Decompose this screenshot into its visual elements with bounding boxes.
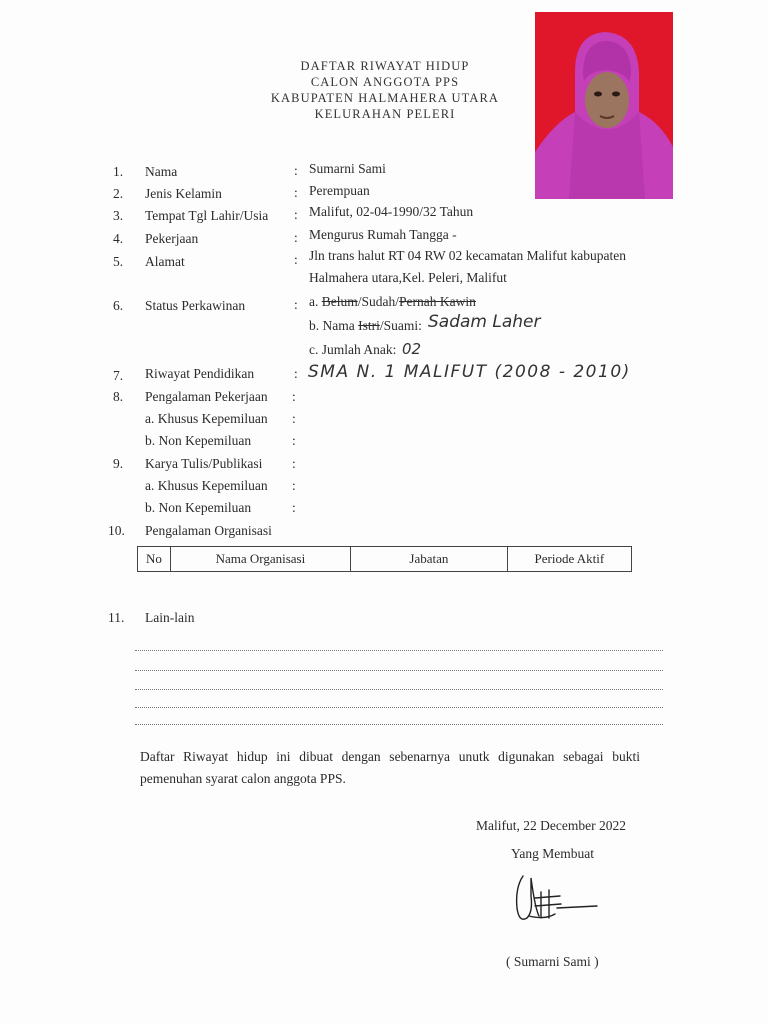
dotted-line [135, 707, 663, 708]
field-label-organisasi: Pengalaman Organisasi [145, 523, 272, 538]
document-header [250, 58, 520, 122]
colon: : [292, 433, 296, 448]
table-header-cell: Nama Organisasi [170, 547, 350, 572]
header-village: KELURAHAN PELERI [314, 107, 456, 121]
colon: : [294, 163, 298, 178]
field-label-lain: Lain-lain [145, 610, 195, 625]
handwritten-spouse-name: Sadam Laher [428, 312, 541, 332]
colon: : [294, 185, 298, 200]
status-option-a: a. Belum/Sudah/Pernah Kawin [309, 294, 476, 309]
dotted-line [135, 650, 663, 651]
statement-paragraph: Daftar Riwayat hidup ini dibuat dengan sebenarnya unutk digunakan sebagai bukti pemenuhan syarat calon anggota PPS. [140, 749, 640, 786]
field-label-pendidikan: Riwayat Pendidikan [145, 366, 255, 381]
person-portrait-icon [535, 12, 673, 199]
place-date: Malifut, 22 December 2022 [476, 818, 626, 833]
colon: : [292, 389, 296, 404]
field-label-pengalaman: Pengalaman Pekerjaan [145, 389, 268, 404]
field-value-alamat-line2: Halmahera utara,Kel. Peleri, Malifut [309, 270, 507, 285]
field-number: 2. [113, 186, 124, 201]
colon: : [294, 230, 298, 245]
dotted-line [135, 724, 663, 725]
field-label-karya: Karya Tulis/Publikasi [145, 456, 263, 471]
colon: : [294, 252, 298, 267]
status-option-b: b. Nama Istri/Suami: [309, 318, 422, 333]
field-value-nama: Sumarni Sami [309, 161, 386, 176]
field-label-pekerjaan: Pekerjaan [145, 231, 199, 246]
field-label-nama: Nama [145, 164, 178, 179]
colon: : [294, 366, 298, 381]
dotted-line [135, 670, 663, 671]
table-header-row [138, 547, 632, 572]
field-sub-khusus: a. Khusus Kepemiluan [145, 411, 268, 426]
field-label-status: Status Perkawinan [145, 298, 246, 313]
colon: : [292, 500, 296, 515]
colon: : [294, 297, 298, 312]
field-value-ttl: Malifut, 02-04-1990/32 Tahun [309, 204, 474, 219]
handwritten-children-count: 02 [402, 340, 422, 358]
field-number: 11. [108, 610, 125, 625]
field-number: 3. [113, 208, 124, 223]
field-number: 8. [113, 389, 124, 404]
header-subtitle: CALON ANGGOTA PPS [310, 75, 460, 89]
field-sub-khusus: a. Khusus Kepemiluan [145, 478, 268, 493]
colon: : [292, 456, 296, 471]
signer-name: ( Sumarni Sami ) [506, 954, 599, 969]
table-header-cell: Jabatan [350, 547, 507, 572]
field-number: 7. [113, 368, 124, 383]
field-label-alamat: Alamat [145, 254, 185, 269]
field-number: 6. [113, 298, 124, 313]
header-regency: KABUPATEN HALMAHERA UTARA [270, 91, 500, 105]
dotted-line [135, 689, 663, 690]
header-title: DAFTAR RIWAYAT HIDUP [300, 59, 470, 73]
colon: : [292, 478, 296, 493]
handwritten-education: SMA N. 1 MALIFUT (2008 - 2010) [308, 362, 631, 382]
signer-title: Yang Membuat [511, 846, 595, 861]
field-number: 4. [113, 231, 124, 246]
profile-photo [535, 12, 673, 199]
table-header-cell: Periode Aktif [507, 547, 631, 572]
signature-icon [505, 868, 605, 930]
field-number: 5. [113, 254, 124, 269]
field-value-pekerjaan: Mengurus Rumah Tangga - [309, 227, 457, 242]
field-label-ttl: Tempat Tgl Lahir/Usia [145, 208, 269, 223]
field-value-alamat-line1: Jln trans halut RT 04 RW 02 kecamatan Malifut kabupaten [309, 248, 626, 263]
field-number: 9. [113, 456, 124, 471]
field-value-jenis-kelamin: Perempuan [309, 183, 370, 198]
organization-table [137, 546, 632, 572]
field-number: 1. [113, 164, 124, 179]
colon: : [292, 411, 296, 426]
table-header-cell: No [138, 547, 171, 572]
field-sub-non: b. Non Kepemiluan [145, 500, 252, 515]
colon: : [294, 207, 298, 222]
status-option-c: c. Jumlah Anak: [309, 342, 397, 357]
field-number: 10. [108, 523, 125, 538]
field-label-jenis-kelamin: Jenis Kelamin [145, 186, 222, 201]
field-sub-non: b. Non Kepemiluan [145, 433, 252, 448]
